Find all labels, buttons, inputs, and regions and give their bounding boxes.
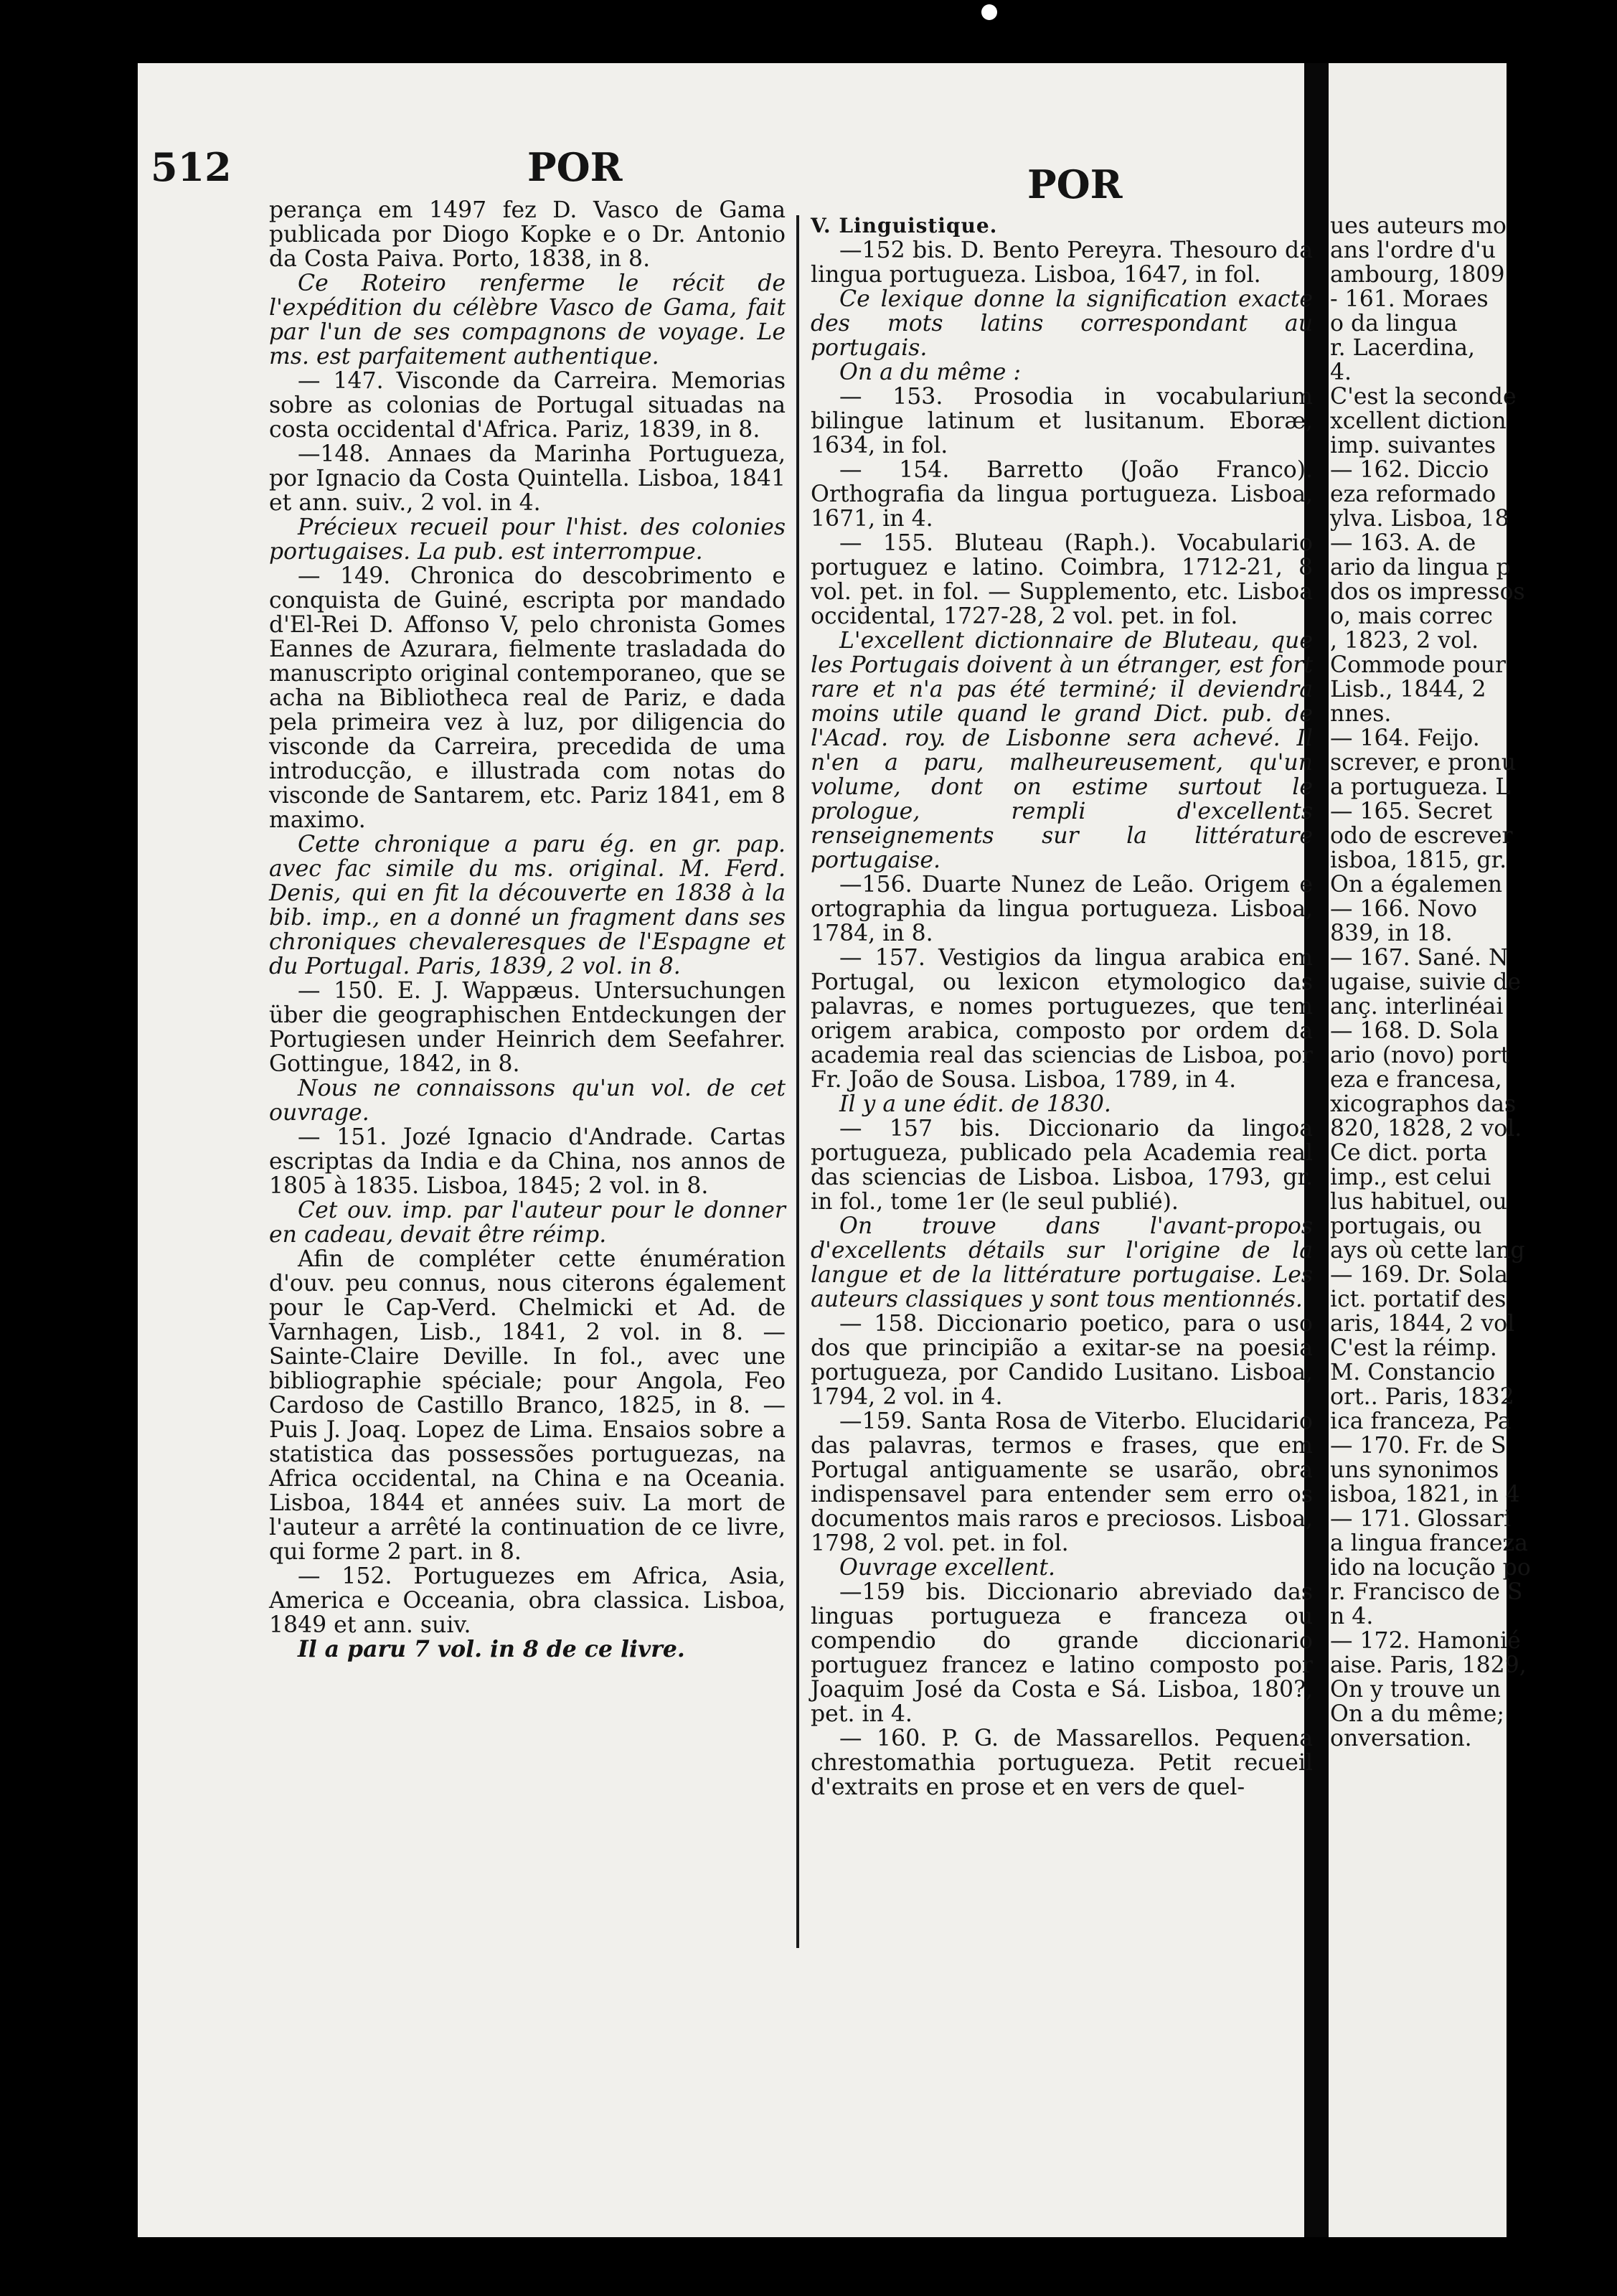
bibliography-entry: — 150. E. J. Wappæus. Untersuchungen über die geographischen Entdeckungen der Portugiesen under Heinrich dem Seefahrer. Gottingue, 1842, in 8. (269, 978, 786, 1077)
running-head-left: POR (527, 144, 623, 190)
annotation: Cet ouv. imp. par l'auteur pour le donner en cadeau, devait être réimp. (269, 1198, 786, 1248)
facing-page-line: n 4. (1330, 1604, 1374, 1629)
bibliography-entry: —148. Annaes da Marinha Portugueza, por Ignacio da Costa Quintella. Lisboa, 1841 et ann. suiv., 2 vol. in 4. (269, 441, 786, 516)
page-number: 512 (151, 144, 232, 190)
facing-page-line: imp., est celui (1330, 1165, 1491, 1190)
facing-page-line: - 161. Moraes (1330, 286, 1489, 312)
left-column (269, 198, 786, 1662)
facing-page-line: — 170. Fr. de S (1330, 1433, 1507, 1459)
facing-page-line: — 165. Secret (1330, 799, 1492, 824)
facing-page-line: — 167. Sané. N (1330, 945, 1509, 971)
facing-page-line: Lisb., 1844, 2 (1330, 677, 1486, 702)
facing-page-line: ambourg, 1809 (1330, 262, 1505, 288)
bibliography-entry: — 153. Prosodia in vocabularium bilingue latinum et lusitanum. Eboræ, 1634, in fol. (811, 384, 1313, 458)
section-heading: V. Linguistique. (811, 214, 998, 237)
facing-page-line: ues auteurs mo (1330, 213, 1507, 239)
facing-page-line: onversation. (1330, 1726, 1472, 1751)
facing-page-line: o, mais correc (1330, 603, 1493, 629)
facing-page-line: anç. interlinéai (1330, 994, 1504, 1020)
facing-page-line: — 162. Diccio (1330, 457, 1489, 483)
facing-page-line: r. Lacerdina, (1330, 335, 1475, 361)
annotation: Précieux recueil pour l'hist. des colonies portugaises. La pub. est interrompue. (269, 514, 786, 565)
annotation: Cette chronique a paru ég. en gr. pap. avec fac simile du ms. original. M. Ferd. Denis, qui en fit la découverte en 1838 à la bib. imp., en a donné un fragment dans ses chroniques chevaleresques de l'Espagne et du Portugal. Paris, 1839, 2 vol. in 8. (269, 832, 786, 979)
bibliography-entry: — 147. Visconde da Carreira. Memorias sobre as colonias de Portugal situadas na costa occidental d'Africa. Pariz, 1839, in 8. (269, 368, 786, 443)
bibliography-entry: — 160. P. G. de Massarellos. Pequena chrestomathia portugueza. Petit recueil d'extraits en prose et en vers de quel- (811, 1726, 1313, 1800)
facing-page-line: ans l'ordre d'u (1330, 237, 1496, 263)
facing-page-line: ort.. Paris, 1832 (1330, 1384, 1514, 1410)
facing-page-line: Commode pour (1330, 652, 1507, 678)
facing-page-line: — 166. Novo (1330, 896, 1477, 922)
facing-page-line: On a du même; (1330, 1701, 1505, 1727)
facing-page-line: — 168. D. Sola (1330, 1018, 1499, 1044)
bibliography-entry: —152 bis. D. Bento Pereyra. Thesouro da lingua portugueza. Lisboa, 1647, in fol. (811, 237, 1313, 288)
bibliography-entry: — 154. Barretto (João Franco). Orthografia da lingua portugueza. Lisboa, 1671, in 4. (811, 457, 1313, 532)
bibliography-entry: — 158. Diccionario poetico, para o uso dos que principião a exitar-se na poesia portugueza, por Candido Lusitano. Lisboa, 1794, 2 vol. in 4. (811, 1311, 1313, 1410)
bibliography-entry: —159. Santa Rosa de Viterbo. Elucidario das palavras, termos e frases, que em Portugal antiguamente se usarão, obra indispensavel para entender sem erro os documentos mais raros e preciosos. Lisboa, 1798, 2 vol. pet. in fol. (811, 1408, 1313, 1556)
facing-page-line: 839, in 18. (1330, 921, 1453, 946)
facing-page-line: On a égalemen (1330, 872, 1503, 898)
bibliography-entry: — 155. Bluteau (Raph.). Vocabulario portuguez e latino. Coimbra, 1712-21, 8 vol. pet. in fol. — Supplemento, etc. Lisboa occidental, 1727-28, 2 vol. pet. in fol. (811, 530, 1313, 629)
facing-page-line: C'est la réimp. (1330, 1335, 1497, 1361)
facing-page-line: On y trouve un (1330, 1677, 1501, 1703)
facing-page-line: ugaise, suivie de (1330, 969, 1521, 995)
facing-page-line: ario (novo) port (1330, 1043, 1510, 1068)
facing-page-line: o da lingua (1330, 311, 1458, 337)
facing-page-line: ays où cette lang (1330, 1238, 1525, 1264)
bibliography-entry: perança em 1497 fez D. Vasco de Gama publicada por Diogo Kopke e o Dr. Antonio da Costa Paiva. Porto, 1838, in 8. (269, 197, 786, 272)
facing-page-line: xicographos das (1330, 1091, 1517, 1117)
annotation: Ouvrage excellent. (839, 1555, 1056, 1581)
facing-page-line: r. Francisco de S (1330, 1579, 1523, 1605)
annotation: Ce Roteiro renferme le récit de l'expédition du célèbre Vasco de Gama, fait par l'un de ses compagnons de voyage. Le ms. est parfaitement authentique. (269, 270, 786, 370)
facing-page-line: , 1823, 2 vol. (1330, 628, 1479, 654)
right-column (811, 214, 1313, 1799)
running-head-right: POR (1027, 161, 1123, 207)
facing-page-line: dos os impressos (1330, 579, 1525, 605)
facing-page-line: — 171. Glossari (1330, 1506, 1512, 1532)
annotation: Nous ne connaissons qu'un vol. de cet ouvrage. (269, 1076, 786, 1126)
film-speck (981, 4, 997, 20)
facing-page-line: — 163. A. de (1330, 530, 1476, 556)
facing-page-line: a portugueza. L (1330, 774, 1511, 800)
annotation: Ce lexique donne la signification exacte des mots latins correspondant au portugais. (811, 286, 1313, 361)
facing-page-line: ario da lingua p (1330, 555, 1511, 580)
facing-page-line: M. Constancio (1330, 1360, 1496, 1385)
bibliography-entry: — 157. Vestigios da lingua arabica em Portugal, ou lexicon etymologico das palavras, e nomes portuguezes, que tem origem arabica, composto por ordem da academia real das sciencias de Lisboa, por Fr. João de Sousa. Lisboa, 1789, in 4. (811, 945, 1313, 1093)
facing-page-line: 4. (1330, 359, 1352, 385)
facing-page-line: screver, e pronu (1330, 750, 1516, 776)
facing-page-line: ica franceza, Pa (1330, 1408, 1512, 1434)
facing-page-line: eza reformado (1330, 481, 1496, 507)
bibliography-entry: — 149. Chronica do descobrimento e conquista de Guiné, escripta por mandado d'El-Rei D. Affonso V, pelo chronista Gomes Eannes de Azurara, fielmente trasladada do manuscripto original contemporaneo, que se acha na Bibliotheca real de Pariz, e dada pela primeira vez à luz, por diligencia do visconde da Carreira, precedida de uma introducção, e illustrada com notas do visconde de Santarem, etc. Pariz 1841, em 8 maximo. (269, 563, 786, 833)
facing-page-line: lus habituel, ou (1330, 1189, 1507, 1215)
facing-page-line: — 164. Feijo. (1330, 725, 1480, 751)
facing-page-line: ylva. Lisboa, 18 (1330, 506, 1509, 532)
annotation: L'excellent dictionnaire de Bluteau, que les Portugais doivent à un étranger, est fort rare et n'a pas été terminé; il deviendra moins utile quand le grand Dict. pub. de l'Acad. roy. de Lisbonne sera achevé. Il n'en a paru, malheureusement, qu'un volume, dont on estime surtout le prologue, rempli d'excellents renseignements sur la littérature portugaise. (811, 628, 1313, 873)
column-rule (796, 215, 799, 1948)
bibliography-entry: Afin de compléter cette énumération d'ouv. peu connus, nous citerons également pour le Cap-Verd. Chelmicki et Ad. de Varnhagen, Lisb., 1841, 2 vol. in 8. — Sainte-Claire Deville. In fol., avec une bibliographie spéciale; pour Angola, Feo Cardoso de Castillo Branco, 1825, in 8. — Puis J. Joaq. Lopez de Lima. Ensaios sobre a statistica das possessões portuguezas, na Africa occidental, na China e na Oceania. Lisboa, 1844 et années suiv. La mort de l'auteur a arrêté la continuation de ce livre, qui forme 2 part. in 8. (269, 1246, 786, 1565)
facing-page-line: — 172. Hamonié (1330, 1628, 1521, 1654)
facing-page-line: C'est la seconde (1330, 384, 1517, 410)
facing-page-line: aris, 1844, 2 vol (1330, 1311, 1515, 1337)
bibliography-entry: — 151. Jozé Ignacio d'Andrade. Cartas escriptas da India e da China, nos annos de 1805 à 1835. Lisboa, 1845; 2 vol. in 8. (269, 1124, 786, 1199)
facing-page-line: odo de escrever (1330, 823, 1513, 849)
facing-page-line: a lingua franceza (1330, 1530, 1528, 1556)
facing-page-line: aise. Paris, 1829, (1330, 1652, 1527, 1678)
facing-page-line: ict. portatif des (1330, 1286, 1507, 1312)
annotation: On trouve dans l'avant-propos d'excellents détails sur l'origine de la langue et de la littérature portugaise. Les auteurs classiques y sont tous mentionnés. (811, 1213, 1313, 1312)
bibliography-entry: —159 bis. Diccionario abreviado das linguas portugueza e franceza ou compendio do grande diccionario portuguez francez e latino composto por Joaquim José da Costa e Sá. Lisboa, 180?, pet. in 4. (811, 1579, 1313, 1727)
facing-page-line: eza e francesa, (1330, 1067, 1502, 1093)
facing-page-line: isboa, 1815, gr. (1330, 847, 1507, 873)
facing-page-line: ido na locução po (1330, 1555, 1531, 1581)
facing-page-text (1330, 214, 1617, 1751)
bibliography-entry: — 157 bis. Diccionario da lingoa portugueza, publicado pela Academia real das sciencias de Lisboa. Lisboa, 1793, gr. in fol., tome 1er (le seul publié). (811, 1116, 1313, 1215)
bibliography-entry: Il a paru 7 vol. in 8 de ce livre. (298, 1636, 685, 1662)
annotation: On a du même : (839, 359, 1022, 385)
facing-page-line: isboa, 1821, in 4 (1330, 1482, 1520, 1507)
facing-page-line: — 169. Dr. Sola (1330, 1262, 1508, 1288)
facing-page-line: xcellent diction (1330, 408, 1507, 434)
facing-page-line: nnes. (1330, 701, 1392, 727)
facing-page-line: portugais, ou (1330, 1213, 1482, 1239)
facing-page-line: uns synonimos (1330, 1457, 1499, 1483)
facing-page-line: Ce dict. porta (1330, 1140, 1487, 1166)
facing-page-line: 820, 1828, 2 vol. (1330, 1116, 1522, 1142)
bibliography-entry: —156. Duarte Nunez de Leão. Origem e ortographia da lingua portugueza. Lisboa, 1784, in 8. (811, 872, 1313, 946)
facing-page-line: imp. suivantes (1330, 433, 1496, 458)
annotation: Il y a une édit. de 1830. (839, 1091, 1111, 1117)
bibliography-entry: — 152. Portuguezes em Africa, Asia, America e Occeania, obra classica. Lisboa, 1849 et ann. suiv. (269, 1563, 786, 1638)
